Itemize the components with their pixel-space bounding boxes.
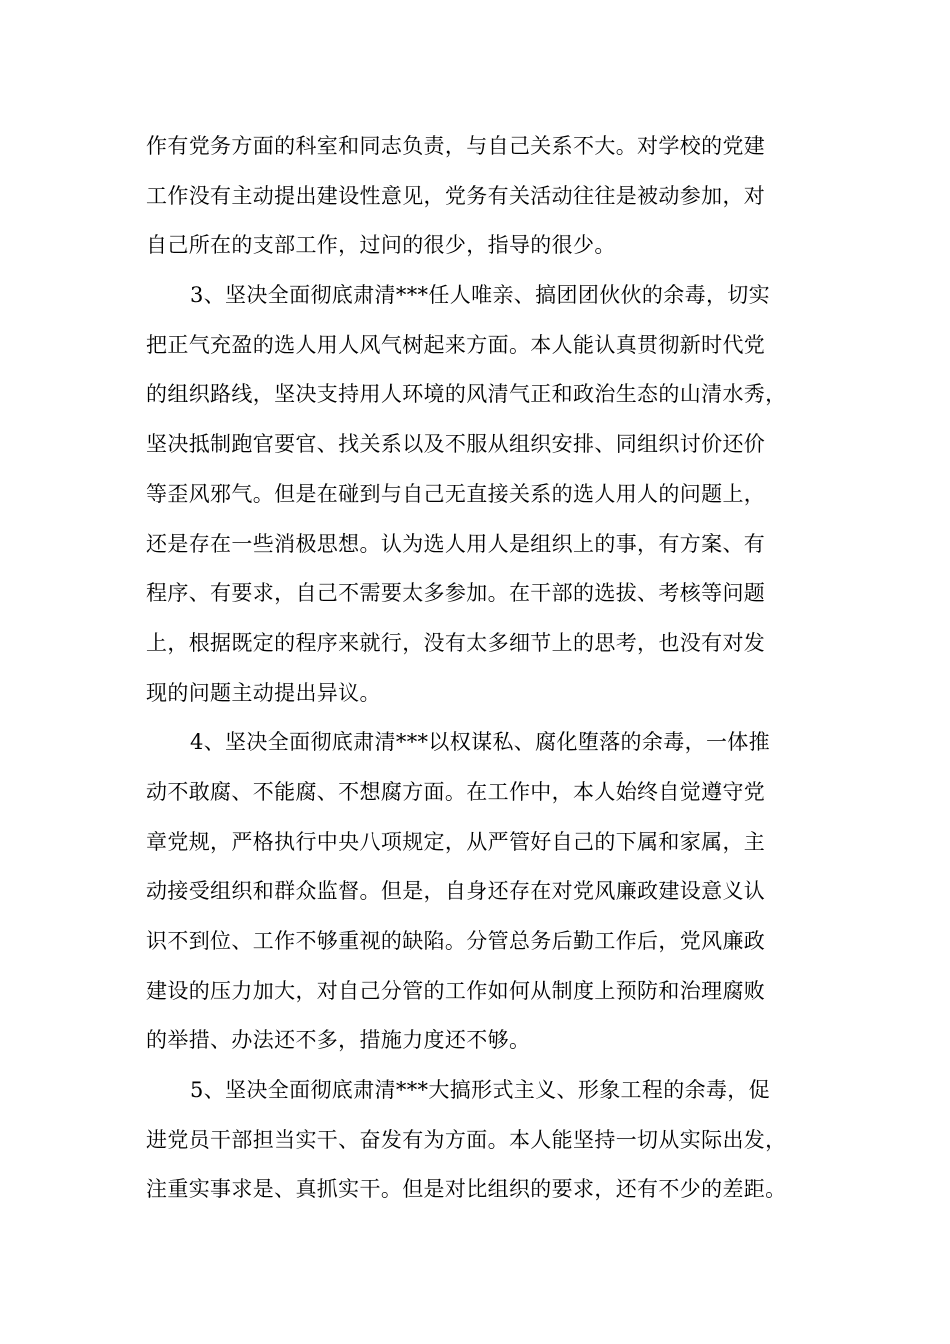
text-line: 等歪风邪气。但是在碰到与自己无直接关系的选人用人的问题上， [146,481,766,506]
paragraph-item-4 [146,718,832,1066]
paragraph-item-3 [146,271,832,718]
text-line: 把正气充盈的选人用人风气树起来方面。本人能认真贯彻新时代党 [146,332,766,357]
paragraph-continuation [146,122,832,271]
text-line: 的组织路线，坚决支持用人环境的风清气正和政治生态的山清水秀， [146,382,787,407]
document-body [146,122,832,1215]
text-line: 建设的压力加大，对自己分管的工作如何从制度上预防和治理腐败 [146,978,766,1003]
text-line: 作有党务方面的科室和同志负责，与自己关系不大。对学校的党建 [146,134,766,158]
text-line: 5、坚决全面彻底肃清***大搞形式主义、形象工程的余毒，促 [190,1078,771,1103]
text-line: 章党规，严格执行中央八项规定，从严管好自己的下属和家属，主 [146,829,766,854]
text-line: 现的问题主动提出异议。 [146,680,381,705]
text-line: 3、坚决全面彻底肃清***任人唯亲、搞团团伙伙的余毒，切实 [190,283,771,308]
text-line: 自己所在的支部工作，过问的很少，指导的很少。 [146,233,616,258]
text-line: 坚决抵制跑官要官、找关系以及不服从组织安排、同组织讨价还价 [146,432,766,457]
paragraph-item-5 [146,1066,832,1215]
text-line: 上，根据既定的程序来就行，没有太多细节上的思考，也没有对发 [146,630,766,655]
text-line: 动不敢腐、不能腐、不想腐方面。在工作中，本人始终自觉遵守党 [146,779,766,804]
text-line: 识不到位、工作不够重视的缺陷。分管总务后勤工作后，党风廉政 [146,929,766,953]
text-line: 注重实事求是、真抓实干。但是对比组织的要求，还有不少的差距。 [146,1177,787,1202]
text-line: 程序、有要求，自己不需要太多参加。在干部的选拔、考核等问题 [146,581,766,606]
text-line: 进党员干部担当实干、奋发有为方面。本人能坚持一切从实际出发， [146,1127,787,1152]
text-line: 动接受组织和群众监督。但是，自身还存在对党风廉政建设意义认 [146,879,766,904]
text-line: 4、坚决全面彻底肃清***以权谋私、腐化堕落的余毒，一体推 [190,730,771,755]
text-line: 的举措、办法还不多，措施力度还不够。 [146,1028,531,1053]
text-line: 还是存在一些消极思想。认为选人用人是组织上的事，有方案、有 [146,531,766,556]
text-line: 工作没有主动提出建设性意见，党务有关活动往往是被动参加，对 [146,183,766,208]
